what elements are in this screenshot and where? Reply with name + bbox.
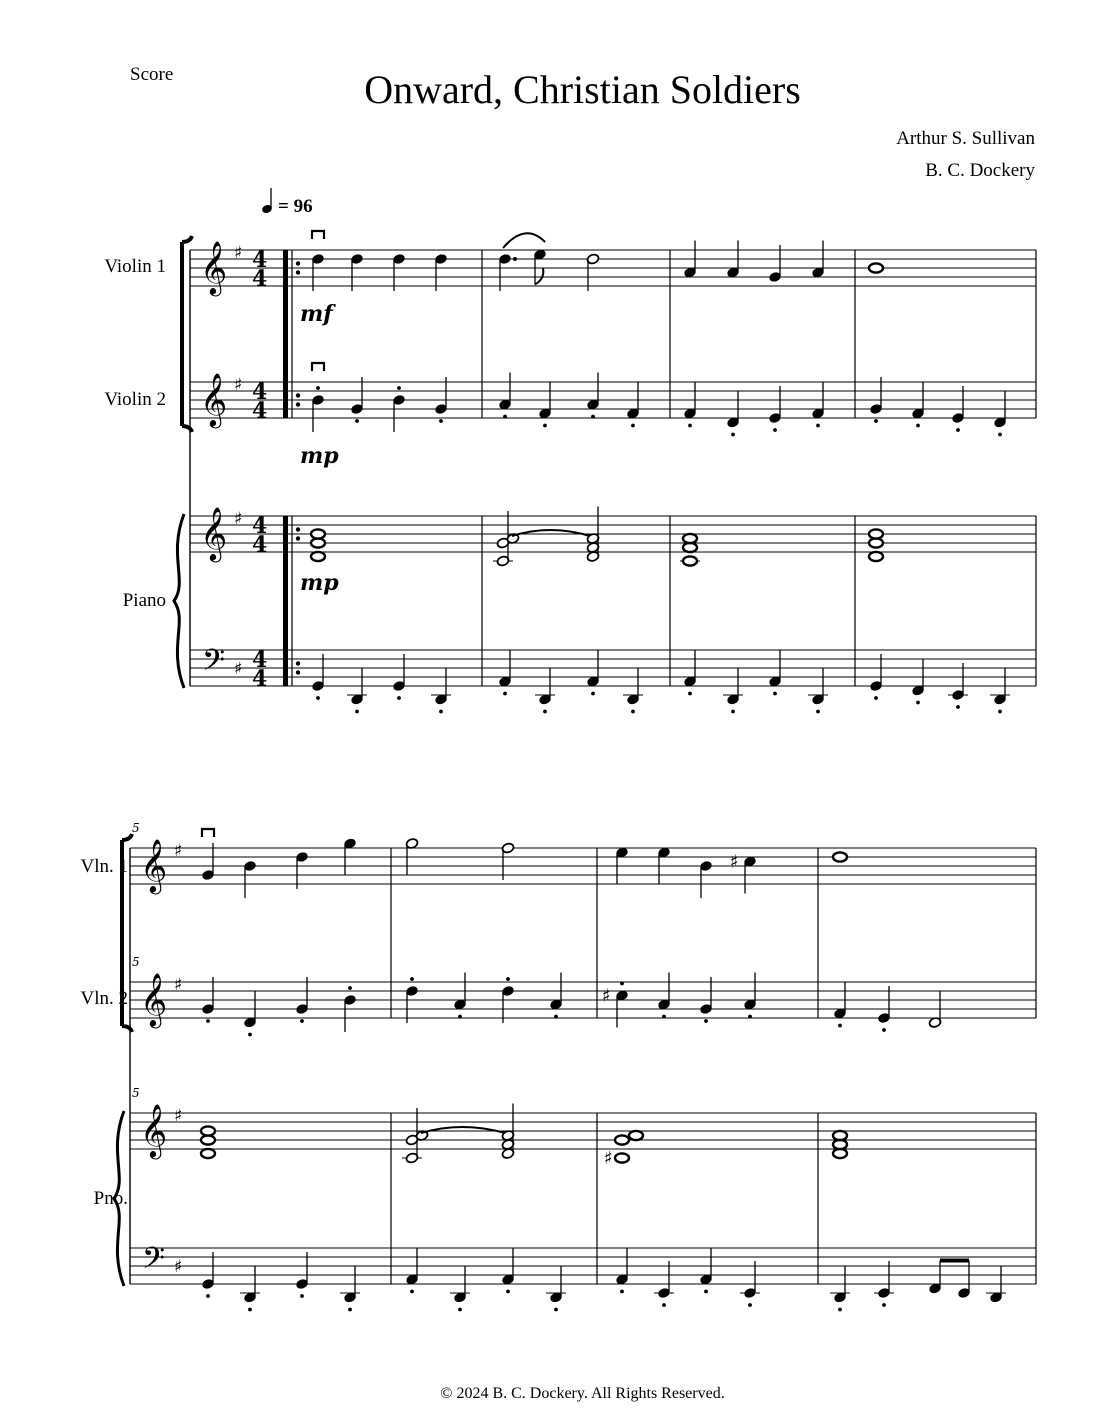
measure-number: 5 [132,1086,140,1100]
arranger-credit: B. C. Dockery [925,160,1035,181]
staccato-dot [503,415,507,419]
staccato-dot [300,1019,304,1023]
bass-clef: 𝄢 [142,1242,166,1283]
treble-clef: 𝄞 [200,240,228,294]
time-signature-numerator: 4 [252,647,268,673]
staccato-dot [439,419,443,423]
staccato-dot [956,428,960,432]
whole-note [869,263,883,272]
staccato-dot [838,1308,842,1312]
whole-note [833,852,847,861]
staccato-dot [458,1308,462,1312]
sharp-accidental: ♯ [730,851,739,873]
key-signature-sharp: ♯ [174,841,183,861]
staccato-dot [662,1015,666,1019]
treble-clef: 𝄞 [200,506,228,560]
time-signature-numerator: 4 [252,513,268,539]
staccato-dot [882,1028,886,1032]
staccato-dot [816,710,820,714]
staccato-dot [731,710,735,714]
staccato-dot [704,1290,708,1294]
instrument-label-violin2-short: Vln. 2 [80,988,128,1009]
staccato-dot [591,692,595,696]
repeat-dot [296,527,300,531]
measure-number: 5 [132,955,140,969]
staccato-dot [591,415,595,419]
whole-note [629,1131,643,1140]
repeat-thick-bar [283,250,288,418]
piano-brace [174,514,184,688]
whole-note [311,552,325,561]
staccato-dot [688,424,692,428]
staccato-dot [631,710,635,714]
key-signature-sharp: ♯ [234,375,243,395]
staccato-dot [410,1290,414,1294]
staccato-dot [956,705,960,709]
down-bow-mark [202,829,214,837]
whole-note [683,556,697,565]
staccato-dot [620,1290,624,1294]
staccato-dot [554,1015,558,1019]
slur [503,233,545,248]
treble-clef: 𝄞 [140,1103,168,1157]
whole-note [869,529,883,538]
staccato-dot [816,424,820,428]
instrument-label-piano-short: Pno. [93,1188,128,1209]
key-signature-sharp: ♯ [174,975,183,995]
time-signature-denominator: 4 [252,266,268,292]
time-signature-numerator: 4 [252,247,268,273]
staccato-dot [458,1015,462,1019]
staccato-dot [748,1303,752,1307]
dot [513,257,517,261]
staccato-dot [300,1294,304,1298]
whole-note [615,1135,629,1144]
dynamic-marking: mp [300,570,339,596]
staccato-dot [631,424,635,428]
repeat-dot [296,670,300,674]
staccato-dot [662,1303,666,1307]
staccato-dot [838,1024,842,1028]
staccato-dot [355,419,359,423]
staccato-dot [248,1308,252,1312]
treble-clef: 𝄞 [140,838,168,892]
instrument-label-violin1-short: Vln. 1 [80,856,128,877]
staccato-dot [554,1308,558,1312]
staccato-dot [348,986,352,990]
tempo-marking: = 96 [278,196,313,217]
treble-clef: 𝄞 [200,372,228,426]
staccato-dot [748,1015,752,1019]
tie [421,1127,505,1133]
staccato-dot [248,1033,252,1037]
staccato-dot [506,1290,510,1294]
staccato-dot [410,977,414,981]
staccato-dot [704,1019,708,1023]
sharp-accidental: ♯ [604,1148,613,1169]
staccato-dot [397,386,401,390]
staccato-dot [543,710,547,714]
key-signature-sharp: ♯ [234,243,243,263]
treble-clef: 𝄞 [140,972,168,1026]
staccato-dot [206,1294,210,1298]
whole-note [201,1126,215,1135]
time-signature-denominator: 4 [252,398,268,424]
instrument-label-violin2: Violin 2 [104,389,166,410]
repeat-dot [296,402,300,406]
staccato-dot [874,696,878,700]
dynamic-marking: mf [300,301,333,327]
staccato-dot [916,701,920,705]
score-label: Score [130,64,174,85]
time-signature-denominator: 4 [252,532,268,558]
staccato-dot [355,710,359,714]
staccato-dot [503,692,507,696]
staccato-dot [620,982,624,986]
staccato-dot [882,1303,886,1307]
time-signature-denominator: 4 [252,666,268,692]
repeat-dot [296,393,300,397]
staccato-dot [916,424,920,428]
staccato-dot [316,386,320,390]
staccato-dot [773,692,777,696]
instrument-label-violin1: Violin 1 [104,256,166,277]
bass-clef: 𝄢 [202,644,226,685]
composer-credit: Arthur S. Sullivan [896,128,1035,149]
staccato-dot [506,977,510,981]
time-signature-numerator: 4 [252,379,268,405]
piano-brace [114,1111,124,1286]
key-signature-sharp: ♯ [234,659,243,679]
staccato-dot [998,433,1002,437]
whole-note [683,534,697,543]
staccato-dot [874,419,878,423]
copyright-notice: © 2024 B. C. Dockery. All Rights Reserved. [440,1385,725,1402]
staccato-dot [439,710,443,714]
whole-note [615,1153,629,1162]
whole-note [833,1131,847,1140]
staccato-dot [543,424,547,428]
repeat-dot [296,661,300,665]
down-bow-mark [312,363,324,371]
instrument-label-piano: Piano [122,590,166,611]
sharp-accidental: ♯ [602,985,611,1007]
key-signature-sharp: ♯ [234,509,243,529]
tie [512,530,590,536]
staccato-dot [206,1019,210,1023]
repeat-dot [296,270,300,274]
staccato-dot [998,710,1002,714]
whole-note [201,1149,215,1158]
staccato-dot [731,433,735,437]
staccato-dot [348,1308,352,1312]
page-title: Onward, Christian Soldiers [364,67,801,112]
staccato-dot [316,696,320,700]
key-signature-sharp: ♯ [174,1106,183,1126]
whole-note [311,529,325,538]
repeat-thick-bar [283,516,288,686]
staccato-dot [688,692,692,696]
key-signature-sharp: ♯ [174,1257,183,1277]
repeat-dot [296,536,300,540]
dynamic-marking: mp [300,443,339,469]
staccato-dot [397,696,401,700]
staccato-dot [773,428,777,432]
whole-note [869,552,883,561]
down-bow-mark [312,231,324,239]
repeat-dot [296,261,300,265]
measure-number: 5 [132,821,140,835]
